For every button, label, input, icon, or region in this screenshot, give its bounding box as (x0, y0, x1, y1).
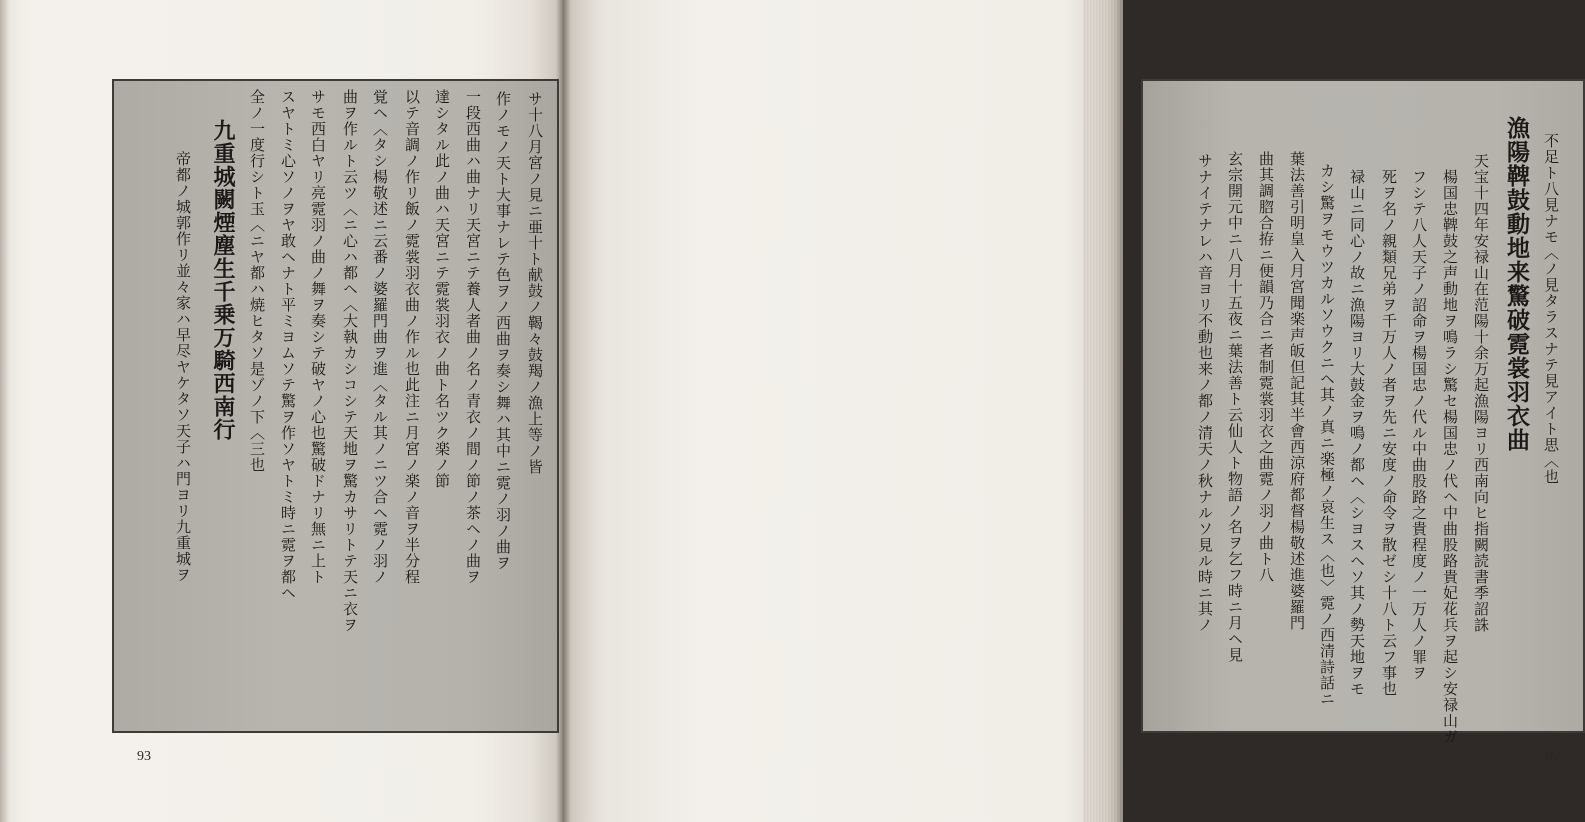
manuscript-column: 楊国忠鞞鼓之声動地ヲ鳴ラシ驚セ楊国忠ノ代ヘ中曲股路貴妃花兵ヲ起シ安禄山ガ (1441, 169, 1459, 745)
left-page (0, 0, 563, 822)
manuscript-column: サナイテナレハ音ヨリ不動也来ノ都ノ清天ノ秋ナルソ見ル時ニ其ノ (1196, 153, 1214, 633)
manuscript-column: 玄宗開元中ニ八月十五夜ニ葉法善ト云仙人ト物語ノ名ヲ乞フ時ニ月ヘ見 (1226, 151, 1244, 663)
left-page-number: 93 (137, 749, 151, 764)
manuscript-column: 以テ音調ノ作リ飯ノ霓裳羽衣曲ノ作ル也此注ニ月宮ノ楽ノ音ヲ半分程 (403, 89, 421, 585)
manuscript-column: 達シタル此ノ曲ハ天宮ニテ霓裳羽衣ノ曲ト名ツク楽ノ節 (433, 89, 451, 489)
manuscript-column: サ十八月宮ノ見ニ亜十ト献鼓ノ鞨々鼓羯ノ漁上等ノ皆 (526, 91, 544, 475)
manuscript-column: 曲ヲ作ルト云ツ〈ニ心ハ都ヘ〈大執カシコシテ天地ヲ驚カサリトテ天ニ衣ヲ (341, 89, 359, 633)
manuscript-column: 不足ト八見ナモ〈ノ見タラスナテ見アイト思〈也 (1542, 133, 1560, 485)
poem-line-heading: 九重城闕煙塵生千乗万騎西南行 (210, 119, 236, 441)
manuscript-column: 死ヲ名ノ親類兄弟ヲ千万人ノ者ヲ先ニ安度ノ命令ヲ散ゼシ十八ト云フ事也 (1380, 169, 1398, 697)
manuscript-column: 全ノ一度行シト玉〈ニヤ都ハ焼ヒタソ是ゾノ下〈三也 (248, 89, 266, 473)
manuscript-column: カシ驚ヲモウツカルソウクニヘ其ノ真ニ楽極ノ哀生ス〈也〉霓ノ西清詩話ニ (1318, 163, 1336, 707)
manuscript-column: 作ノモノ天ト大事ナレテ色ヲノ西曲ヲ奏シ舞ハ其中ニ霓ノ羽ノ曲ヲ (494, 91, 512, 571)
manuscript-column: 禄山ニ同心ノ故ニ漁陽ヨリ大鼓金ヲ鳴ノ都ヘ〈シヨスヘソ其ノ勢天地ヲモ (1348, 169, 1366, 697)
page-edges (1083, 0, 1123, 822)
right-text-columns (1143, 81, 1583, 745)
manuscript-column: 覚ヘ〈タシ楊敬述ニ云番ノ婆羅門曲ヲ進〈タル其ノニツ合ヘ霓ノ羽ノ (371, 89, 389, 585)
right-manuscript-plate (1141, 79, 1585, 745)
manuscript-column: 帝都ノ城郭作リ並々家ハ早尽ヤケタソ天子ハ門ヨリ九重城ヲ (174, 151, 192, 583)
manuscript-column: 一段西曲ハ曲ナリ天宮ニテ養人者曲ノ名ノ青衣ノ間ノ節ノ茶ヘノ曲ヲ (464, 89, 482, 585)
manuscript-column: 天宝十四年安禄山在范陽十余万起漁陽ヨリ西南向ヒ指闕読書季詔誅 (1472, 153, 1490, 633)
manuscript-column: スヤトミ心ソノヲヤ敢ヘナト平ミヨムソテ驚ヲ作ソヤトミ時ニ霓ヲ都ヘ (279, 89, 297, 601)
left-manuscript-plate (112, 79, 559, 733)
right-page-number: 92 (1546, 749, 1560, 764)
poem-line-heading: 漁陽鞞鼓動地来驚破霓裳羽衣曲 (1503, 116, 1530, 452)
manuscript-column: 葉法善引明皇入月宮聞楽声皈但記其半會西涼府都督楊敬述進婆羅門 (1288, 151, 1306, 631)
manuscript-column: 曲其調脗合拵ニ便韻乃合ニ者制霓裳羽衣之曲霓ノ羽ノ曲ト八 (1257, 151, 1275, 583)
manuscript-column: フシテ八人天子ノ詔命ヲ楊国忠ノ代ル中曲股路之貴程度ノ一万人ノ罪ヲ (1410, 169, 1428, 681)
left-text-columns (114, 81, 557, 731)
right-page (563, 0, 1560, 822)
manuscript-column: サモ西白ヤリ亮霓羽ノ曲ノ舞ヲ奏シテ破ヤノ心也驚破ドナリ無ニ上ト (309, 89, 327, 585)
